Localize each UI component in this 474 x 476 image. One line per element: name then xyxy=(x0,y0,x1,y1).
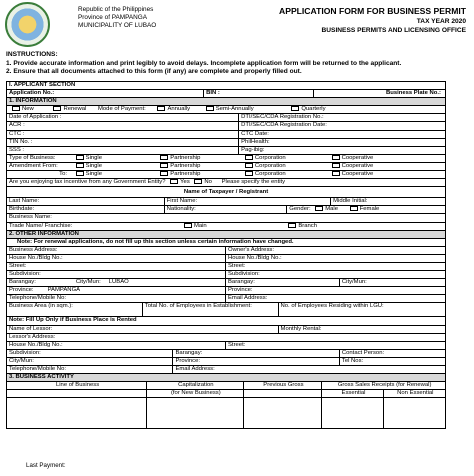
row-application-no xyxy=(7,90,445,98)
to-single-checkbox[interactable] xyxy=(76,171,84,176)
first-name-field[interactable]: First Name: xyxy=(165,198,331,205)
business-telephone-field[interactable]: Telephone/Mobile No: xyxy=(7,295,226,302)
republic-label: Republic of the Philippines xyxy=(78,6,154,13)
lessor-street-field[interactable]: Street: xyxy=(228,341,246,348)
date-of-application-field[interactable]: Date of Application : xyxy=(7,114,239,121)
specify-entity-label: Please specify the entity xyxy=(221,179,286,186)
business-province-value: PAMPANGA xyxy=(47,287,81,294)
note-renewal: Note: For renewal applications, do not fill up this section unless certain information have changed. xyxy=(7,239,445,247)
tin-field[interactable]: TIN No. : xyxy=(7,139,239,146)
instruction-2: 2. Ensure that all documents attached to this form (if any) are complete and properly filled out. xyxy=(6,68,302,76)
application-no-field[interactable]: Application No.: xyxy=(7,90,204,97)
lessor-subdivision-field[interactable]: Subdivision: xyxy=(7,350,173,357)
ctc-date-field[interactable]: CTC Date: xyxy=(241,130,269,137)
col-previous-gross: Previous Gross xyxy=(244,382,323,389)
pagibig-field[interactable]: Pag-ibig: xyxy=(241,146,265,153)
lessor-email-field[interactable]: Email Address: xyxy=(175,366,215,372)
section-other-information: 2. OTHER INFORMATION xyxy=(7,231,445,239)
business-address-label: Business Address: xyxy=(7,247,226,254)
activity-table-body xyxy=(7,398,445,428)
row-amendment-from: Amendment From: Single Partnership Corporation Cooperative xyxy=(7,163,445,171)
dti-reg-date-field[interactable]: DTI/SEC/CDA Registration Date: xyxy=(241,122,327,129)
activity-header-1 xyxy=(7,382,445,390)
employees-lgu-field[interactable]: No. of Employees Residing within LGU: xyxy=(280,303,384,310)
lessor-house-no-field[interactable]: House No./Bldg No.: xyxy=(7,342,226,349)
activity-header-2 xyxy=(7,390,445,398)
business-street-field[interactable]: Street: xyxy=(7,263,226,270)
last-name-field[interactable]: Last Name: xyxy=(7,198,165,205)
birthdate-field[interactable]: Birthdate: xyxy=(7,206,165,213)
lessor-name-field[interactable]: Name of Lessor: xyxy=(7,326,279,333)
new-checkbox[interactable] xyxy=(12,106,20,111)
owner-subdivision-field[interactable]: Subdivision: xyxy=(228,271,260,278)
lessor-province-field[interactable]: Province: xyxy=(173,358,339,365)
business-subdivision-field[interactable]: Subdivision: xyxy=(7,271,226,278)
col-gross-sales: Gross Sales Receipts (for Renewal) xyxy=(337,382,432,389)
lessor-address-label: Lessor's Address: xyxy=(9,333,56,340)
non-essential-input[interactable] xyxy=(384,398,445,428)
owner-city-field[interactable]: City/Mun: xyxy=(341,279,367,286)
header-left xyxy=(78,6,156,30)
owner-barangay-field[interactable]: Barangay: xyxy=(226,279,340,286)
owner-province-field[interactable]: Province: xyxy=(228,287,253,294)
tax-incentive-question: Are you enjoying tax incentive from any Government Entity? xyxy=(9,179,166,186)
from-cooperative-checkbox[interactable] xyxy=(332,163,340,168)
instructions-heading: INSTRUCTIONS: xyxy=(6,51,58,58)
trade-name-label: Trade Name/ Franchise: xyxy=(9,222,73,229)
acr-field[interactable]: ACR : xyxy=(7,122,239,129)
lessor-telephone-field[interactable]: Telephone/Mobile No: xyxy=(7,366,173,373)
type-cooperative-checkbox[interactable] xyxy=(332,155,340,160)
line-of-business-input[interactable] xyxy=(7,398,147,428)
lessor-barangay-field[interactable]: Barangay: xyxy=(173,350,339,357)
monthly-rental-field[interactable]: Monthly Rental: xyxy=(280,325,322,332)
row-amendment-to: To: Single Partnership Corporation Cooperative xyxy=(7,171,445,179)
semi-annually-checkbox[interactable] xyxy=(206,106,214,111)
bin-field[interactable]: BIN : xyxy=(204,90,314,97)
from-single-checkbox[interactable] xyxy=(76,163,84,168)
province-label: Province of PAMPANGA xyxy=(78,14,148,21)
total-employees-field[interactable]: Total No. of Employees in Establishment: xyxy=(143,303,279,316)
form-title: APPLICATION FORM FOR BUSINESS PERMIT xyxy=(279,6,466,16)
renewal-checkbox[interactable] xyxy=(53,106,61,111)
from-corporation-checkbox[interactable] xyxy=(245,163,253,168)
type-partnership-checkbox[interactable] xyxy=(160,155,168,160)
contact-person-field[interactable]: Contact Person: xyxy=(341,349,385,356)
main-checkbox[interactable] xyxy=(184,223,192,228)
section-business-activity: 3. BUSINESS ACTIVITY xyxy=(7,374,445,382)
row-application-type: New Renewal Mode of Payment: Annually Semi-Annually Quarterly xyxy=(7,106,445,114)
business-plate-field[interactable]: Business Plate No.: xyxy=(385,90,441,97)
business-email-field[interactable]: Email Address: xyxy=(228,295,268,302)
capitalization-input[interactable] xyxy=(147,398,243,428)
taxpayer-heading: Name of Taxpayer / Registrant xyxy=(7,187,445,198)
essential-input[interactable] xyxy=(322,398,383,428)
owner-street-field[interactable]: Street: xyxy=(228,262,246,269)
type-single-checkbox[interactable] xyxy=(76,155,84,160)
business-city-value: LUBAO xyxy=(108,279,129,286)
tel-nos-field[interactable]: Tel Nos: xyxy=(341,357,364,364)
col-line-of-business: Line of Business xyxy=(7,382,147,389)
row-type-of-business: Type of Business: Single Partnership Corporation Cooperative xyxy=(7,155,445,163)
last-payment-label: Last Payment: xyxy=(26,462,66,469)
business-province-field[interactable]: Province: PAMPANGA xyxy=(7,287,226,294)
municipality-label: MUNICIPALITY OF LUBAO xyxy=(78,22,157,29)
business-area-field[interactable]: Business Area (in sqm.): xyxy=(7,303,143,316)
instructions xyxy=(6,51,401,77)
nationality-field[interactable]: Nationality: xyxy=(165,206,288,213)
sss-field[interactable]: SSS : xyxy=(7,147,239,154)
instruction-1: 1. Provide accurate information and print legibly to avoid delays. Incomplete application form will be returned to the applicant. xyxy=(6,59,402,67)
male-checkbox[interactable] xyxy=(315,206,323,211)
from-partnership-checkbox[interactable] xyxy=(160,163,168,168)
row-tax-incentive: Are you enjoying tax incentive from any Government Entity? Yes No Please specify the entity xyxy=(7,179,445,187)
section-information: 1. INFORMATION xyxy=(7,98,445,106)
to-corporation-checkbox[interactable] xyxy=(245,171,253,176)
business-barangay-field[interactable]: Barangay: City/Mun: LUBAO xyxy=(7,279,226,286)
branch-checkbox[interactable] xyxy=(288,223,296,228)
header-right xyxy=(279,6,466,35)
quarterly-checkbox[interactable] xyxy=(291,106,299,111)
owner-house-no-field[interactable]: House No./Bldg No.: xyxy=(228,254,282,261)
col-essential: Essential xyxy=(322,390,383,397)
business-name-field[interactable]: Business Name: xyxy=(9,214,52,221)
note-rented: Note: Fill Up Only if Business Place is Rented xyxy=(7,317,445,325)
row-business-area xyxy=(7,303,445,317)
to-cooperative-checkbox[interactable] xyxy=(332,171,340,176)
female-checkbox[interactable] xyxy=(350,206,358,211)
office-name: BUSINESS PERMITS AND LICENSING OFFICE xyxy=(321,27,466,34)
col-for-new: (for New Business) xyxy=(147,390,243,397)
application-form: I. APPLICANT SECTION Application No.: BIN : Business Plate No.: 1. INFORMATION New Renewal Mode of Payment: Annually Semi-Annually Quarterly Date of Application : DTI/SEC/CDA Registration No.: ACR : DTI/SEC/CDA Registration Date: CTC : CTC Date: TIN No. : PhilHealth: SSS : Pag-ibig: Type of Business: Single Partnership Corporation Cooperative Amendment From: Single Partnership Corporation Cooperative To: Single Partnership Corporation Cooperative Are you enjoying tax incentive from any Government Entity? Yes No Please specify the entity Name of Taxpayer / Registrant Last Name: First Name: Middle Initial: Birthdate: Nationality: Gender: Male Female Business Name: Trade Name/ Franchise: Main Branch 2. OTHER INFORMATION Note: For renewal applications, do not fill up this section unless certain information have changed. Business Address: Owner's Address: House No./Bldg No.: House No./Bldg No.: Street: Street: Subdivision: Subdivision: Barangay: City/Mun: LUBAO Barangay: City/Mun: Province: PAMPANGA Province: Telephone/Mobile No: Email Address: Business Area (in sqm.): Total No. of Employees in Establishment: No. of Employees Residing within LGU: Note: Fill Up Only if Business Place is Rented Name of Lessor: Monthly Rental: Lessor's Address: House No./Bldg No.: Street: Subdivision: Barangay: Contact Person: City/Mun: Province: Tel Nos: Telephone/Mobile No: Email Address: 3. BUSINESS ACTIVITY Line of Business Capitalization Previous Gross Gross Sales Receipts (for Renewal) (for New Business) Essential Non Essential xyxy=(6,81,446,429)
col-non-essential: Non Essential xyxy=(397,390,434,397)
middle-initial-field[interactable]: Middle Initial: xyxy=(333,198,368,205)
ctc-field[interactable]: CTC : xyxy=(7,131,239,138)
previous-gross-input[interactable] xyxy=(244,398,323,428)
lessor-city-field[interactable]: City/Mun: xyxy=(7,358,173,365)
dti-reg-no-field[interactable]: DTI/SEC/CDA Registration No.: xyxy=(241,114,324,121)
section-applicant: I. APPLICANT SECTION xyxy=(7,82,445,90)
municipal-seal xyxy=(5,2,50,47)
tax-year: TAX YEAR 2020 xyxy=(416,18,466,25)
type-corporation-checkbox[interactable] xyxy=(245,155,253,160)
annually-checkbox[interactable] xyxy=(157,106,165,111)
owners-address-label: Owner's Address: xyxy=(228,246,274,253)
specify-entity-field[interactable] xyxy=(287,181,327,187)
incentive-yes-checkbox[interactable] xyxy=(170,179,178,184)
to-partnership-checkbox[interactable] xyxy=(160,171,168,176)
philhealth-field[interactable]: PhilHealth: xyxy=(241,138,270,145)
business-house-no-field[interactable]: House No./Bldg No.: xyxy=(7,255,226,262)
col-capitalization: Capitalization xyxy=(147,382,243,389)
incentive-no-checkbox[interactable] xyxy=(194,179,202,184)
